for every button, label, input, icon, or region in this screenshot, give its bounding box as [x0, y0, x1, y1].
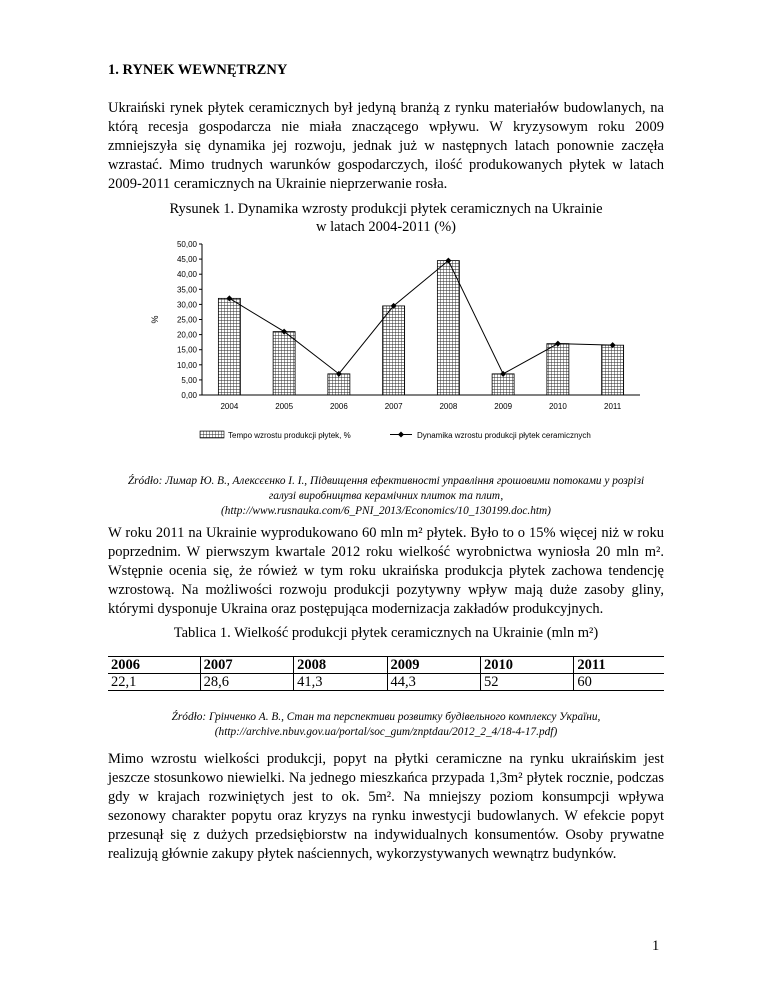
- bar-2006: [328, 374, 350, 395]
- table-header-cell: 2011: [574, 657, 664, 674]
- bar-2010: [547, 344, 569, 395]
- x-tick-label: 2009: [494, 402, 513, 411]
- x-tick-label: 2006: [329, 402, 348, 411]
- paragraph-production: W roku 2011 na Ukrainie wyprodukowano 60 mln m² płytek. Było to o 15% więcej niż w roku poprzednim. W pierwszym kwartale 2012 roku wielkość wyrobnictwa wyniosła 20 mln m². Wstępnie ocenia się, że rówież w tym roku ukraińska produkcja płytek zachowa tendencję wzrostową. Na możliwości rozwoju produkcji pozytywny wpływ mają duże zasoby gliny, którymi dysponuje Ukraina oraz postępująca modernizacja zakładów produkcyjnych.: [108, 525, 664, 617]
- y-tick-label: 20,00: [176, 330, 197, 340]
- figure-source-line3: (http://www.rusnauka.com/6_PNI_2013/Economics/10_130199.doc.htm): [221, 505, 551, 517]
- x-tick-label: 2005: [275, 402, 294, 411]
- bar-2007: [383, 306, 405, 395]
- y-tick-label: 10,00: [176, 360, 197, 370]
- table-cell: 22,1: [108, 674, 200, 691]
- paragraph-demand: Mimo wzrostu wielkości produkcji, popyt na płytki ceramiczne na rynku ukraińskim jest jeszcze stosunkowo niewielki. Na jednego mieszkańca przypada 1,3m² płytek rocznie, podczas gdy w krajach rozwiniętych jest to ok. 5m². Na mniejszy poziom konsumpcji wpływa sezonowy charakter popytu oraz kryzys na rynku inwestycji budowlanych. W efekcie popyt przesunął się z dużych przedsiębiorstw na indywidualnych konsumentów. Osoby prywatne realizują głównie zakupy płytek naściennych, wykorzystywanych wewnątrz budynków.: [108, 751, 664, 862]
- legend-line-marker: [398, 432, 404, 438]
- x-tick-label: 2008: [439, 402, 458, 411]
- figure-caption-line2: w latach 2004-2011 (%): [316, 219, 456, 235]
- x-tick-label: 2004: [220, 402, 239, 411]
- figure-caption-line1: Rysunek 1. Dynamika wzrosty produkcji płytek ceramicznych na Ukrainie: [169, 201, 603, 217]
- x-tick-label: 2011: [604, 402, 622, 411]
- y-tick-label: 30,00: [176, 300, 197, 310]
- figure-caption: [108, 200, 664, 236]
- y-tick-label: 25,00: [176, 315, 197, 325]
- page-number: 1: [652, 938, 660, 954]
- x-tick-label: 2007: [384, 402, 403, 411]
- paragraph-intro: Ukraiński rynek płytek ceramicznych był jedyną branżą z rynku materiałów budowlanych, na którą recesja gospodarcza nie miała znaczącego wpływu. W kryzysowym roku 2009 zmniejszyła się dynamika jej rozwoju, jednak już w następnych latach ponownie zaczęła wzrastać. Mimo trudnych warunków gospodarczych, ilość produkowanych płytek w latach 2009-2011 ceramicznych na Ukrainie nieprzerwanie rosła.: [108, 100, 664, 192]
- bar-2011: [602, 345, 624, 395]
- bar-2009: [492, 374, 514, 395]
- table-header-cell: 2009: [387, 657, 480, 674]
- y-tick-label: 15,00: [176, 345, 197, 355]
- bar-2008: [437, 261, 459, 395]
- table-header-row: [108, 657, 664, 674]
- table-header-cell: 2007: [200, 657, 293, 674]
- table-cell: 52: [480, 674, 573, 691]
- table-source-line1: Źródło: Грінченко А. В., Стан та перспективи розвитку будівельного комплексу України,: [171, 711, 601, 723]
- production-table: [108, 656, 664, 691]
- y-tick-label: 45,00: [176, 255, 197, 265]
- table-cell: 44,3: [387, 674, 480, 691]
- legend-line-label: Dynamika wzrostu produkcji płytek ceramicznych: [417, 431, 591, 440]
- bar-2004: [218, 298, 240, 395]
- table-cell: 28,6: [200, 674, 293, 691]
- table-source: [108, 710, 664, 740]
- table-header-cell: 2006: [108, 657, 200, 674]
- x-tick-label: 2010: [548, 402, 567, 411]
- y-axis-label: %: [150, 315, 160, 324]
- table-header-cell: 2008: [294, 657, 387, 674]
- bar-series: [218, 261, 623, 395]
- production-growth-chart: [140, 236, 650, 450]
- table-cell: 41,3: [294, 674, 387, 691]
- table-row: [108, 674, 664, 691]
- table-source-line2: (http://archive.nbuv.gov.ua/portal/soc_gum/znptdau/2012_2_4/18-4-17.pdf): [214, 726, 558, 738]
- figure-source: [108, 474, 664, 519]
- y-tick-label: 35,00: [176, 285, 197, 295]
- figure-source-line2: галузі виробництва керамічних плиток та плит,: [268, 490, 504, 502]
- y-tick-label: 5,00: [181, 375, 197, 385]
- table-cell: 60: [574, 674, 664, 691]
- x-axis: [202, 395, 640, 411]
- legend-bar-label: Tempo wzrostu produkcji płytek, %: [228, 431, 351, 440]
- section-heading: 1. RYNEK WEWNĘTRZNY: [108, 62, 288, 78]
- table-caption: Tablica 1. Wielkość produkcji płytek ceramicznych na Ukrainie (mln m²): [173, 625, 599, 641]
- y-tick-label: 40,00: [176, 270, 197, 280]
- legend-bar-swatch: [200, 431, 224, 438]
- y-tick-label: 0,00: [181, 391, 197, 400]
- bar-2005: [273, 332, 295, 395]
- y-tick-label: 50,00: [176, 240, 197, 249]
- figure-source-line1: Źródło: Лимар Ю. В., Алексєєнко І. І., Підвищення ефективності управління грошовими потоками у розрізі: [127, 475, 645, 487]
- chart-legend: [200, 431, 591, 440]
- y-axis: [150, 240, 202, 400]
- table-header-cell: 2010: [480, 657, 573, 674]
